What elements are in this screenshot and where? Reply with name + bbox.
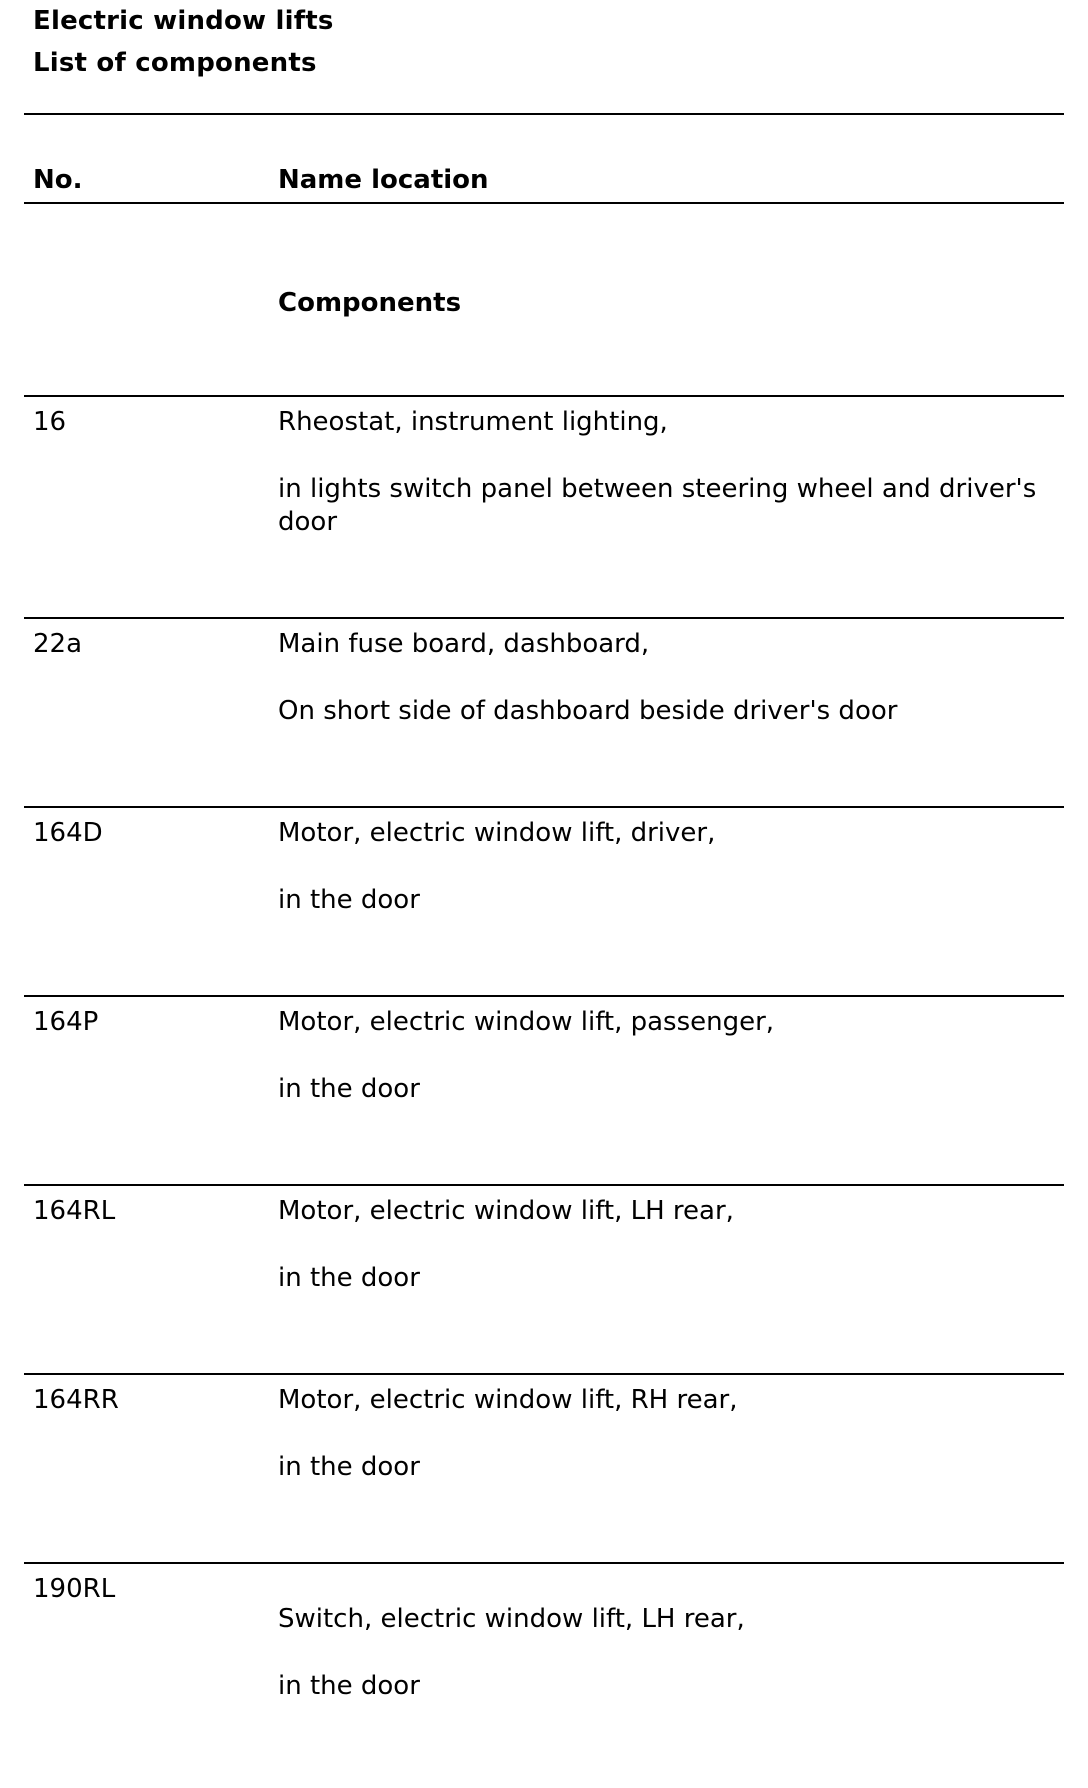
column-header-no: No. (33, 165, 83, 195)
row-divider (24, 806, 1064, 808)
component-number: 22a (33, 629, 83, 659)
component-name: Rheostat, instrument lighting, (278, 407, 668, 437)
component-name: Motor, electric window lift, driver, (278, 818, 716, 848)
component-number: 164P (33, 1007, 99, 1037)
divider (24, 202, 1064, 204)
column-header-name-location: Name location (278, 165, 489, 195)
component-location: in the door (278, 1074, 420, 1104)
component-location: in the door (278, 1671, 420, 1701)
row-divider (24, 995, 1064, 997)
component-number: 16 (33, 407, 67, 437)
component-number: 164RR (33, 1385, 119, 1415)
component-location: in lights switch panel between steering wheel and driver's door (278, 474, 1037, 537)
divider (24, 113, 1064, 115)
page-title: Electric window lifts (33, 6, 334, 36)
component-name: Motor, electric window lift, LH rear, (278, 1196, 734, 1226)
row-divider (24, 1562, 1064, 1564)
component-number: 190RL (33, 1574, 116, 1604)
component-name: Motor, electric window lift, RH rear, (278, 1385, 738, 1415)
component-number: 164RL (33, 1196, 116, 1226)
section-heading: Components (278, 288, 462, 318)
component-location: in the door (278, 885, 420, 915)
row-divider (24, 617, 1064, 619)
row-divider (24, 1184, 1064, 1186)
component-location: On short side of dashboard beside driver's door (278, 696, 898, 726)
component-name: Switch, electric window lift, LH rear, (278, 1604, 745, 1634)
component-number: 164D (33, 818, 103, 848)
component-name: Motor, electric window lift, passenger, (278, 1007, 775, 1037)
row-divider (24, 1373, 1064, 1375)
row-divider (24, 395, 1064, 397)
component-location: in the door (278, 1263, 420, 1293)
page-subtitle: List of components (33, 48, 317, 78)
component-location: in the door (278, 1452, 420, 1482)
component-name: Main fuse board, dashboard, (278, 629, 650, 659)
